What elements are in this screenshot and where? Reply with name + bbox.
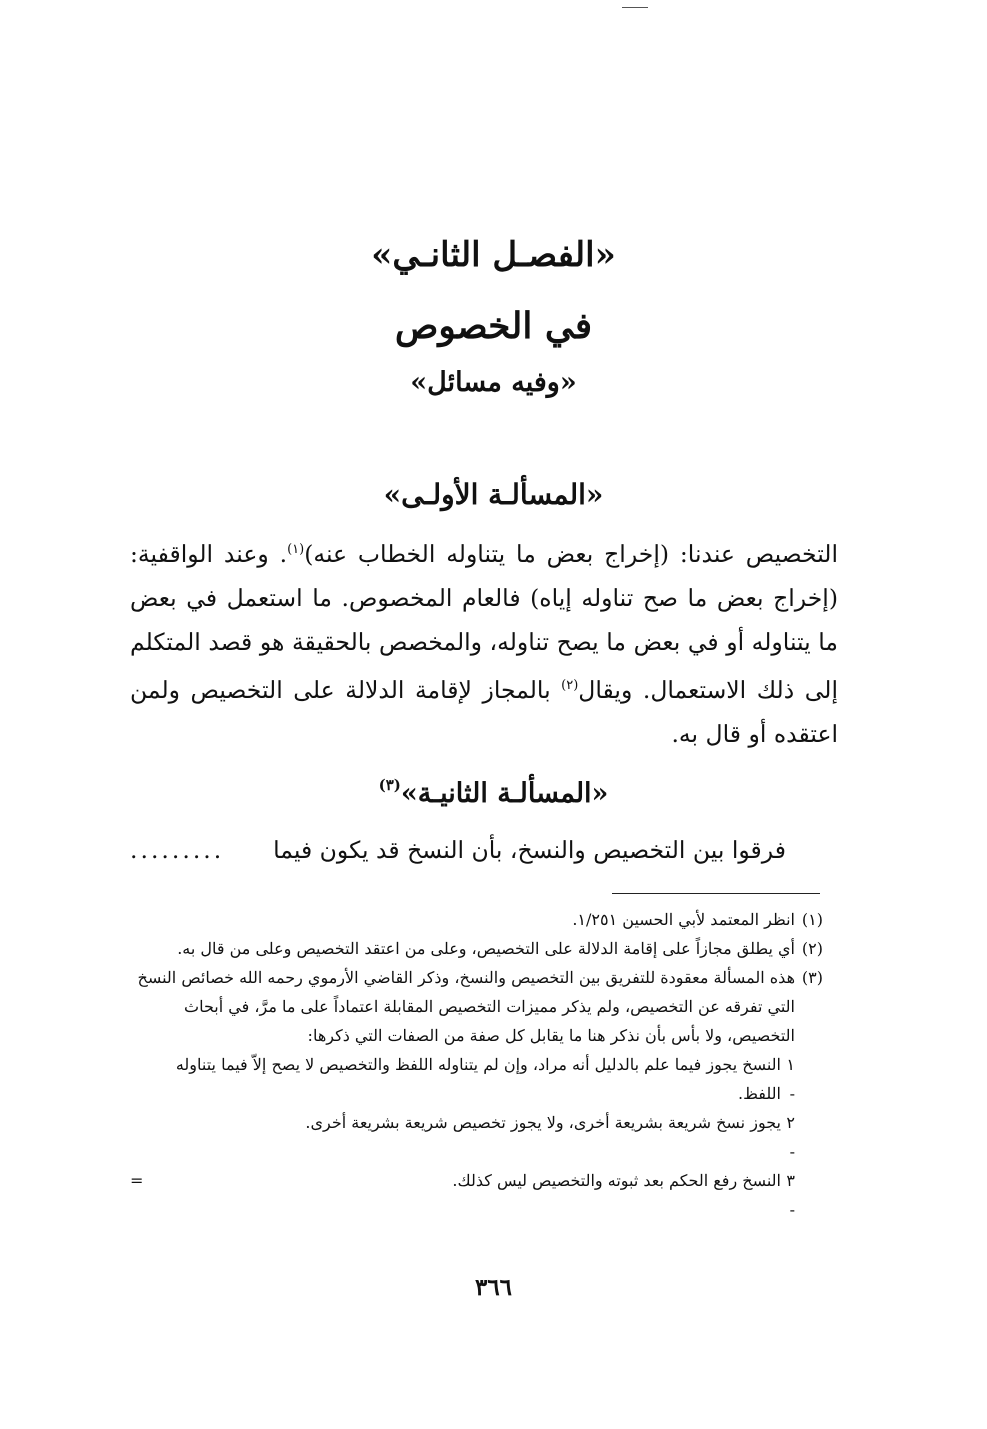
footnote-item-3-text: النسخ رفع الحكم بعد ثبوته والتخصيص ليس كذلك. xyxy=(452,1171,781,1190)
footnote-item-2-text: يجوز نسخ شريعة بشريعة أخرى، ولا يجوز تخصيص شريعة بشريعة أخرى. xyxy=(305,1113,781,1132)
footnote-rule xyxy=(612,893,820,894)
footnote-item-3-row xyxy=(130,1166,781,1195)
section2-text: فرقوا بين التخصيص والنسخ، بأن النسخ قد يكون فيما xyxy=(273,836,786,864)
scan-mark xyxy=(622,7,648,8)
para-text-3: بالمجاز لإقامة الدلالة على التخصيص ولمن اعتقده أو قال به. xyxy=(130,675,838,748)
page-number: ٣٦٦ xyxy=(474,1274,513,1301)
footnote-3-num: (٣) xyxy=(801,968,823,987)
footnote-1-text: انظر المعتمد لأبي الحسين ١/٢٥١. xyxy=(572,910,795,929)
footnote-ref-1: (١) xyxy=(287,542,305,557)
footnote-item-2 xyxy=(130,1108,823,1166)
chapter-title: «الفصـل الثانـي» xyxy=(371,235,616,275)
chapter-note: «وفيه مسائل» xyxy=(410,367,577,398)
para-text-1: التخصيص عندنا: (إخراج بعض ما يتناوله الخطاب عنه) xyxy=(304,539,839,568)
footnote-1-num: (١) xyxy=(801,910,823,929)
footnote-item-3 xyxy=(130,1166,823,1224)
section1-paragraph xyxy=(130,528,838,756)
section2-heading xyxy=(0,778,987,809)
continued-mark: = xyxy=(130,1171,144,1190)
chapter-subtitle: في الخصوص xyxy=(394,305,593,347)
footnote-ref-3: (٣) xyxy=(378,776,401,794)
footnote-item-1-text: النسخ يجوز فيما علم بالدليل أنه مراد، وإن لم يتناوله اللفظ والتخصيص لا يصح إلاّ فيما يتناوله اللفظ. xyxy=(175,1055,781,1103)
footnote-2 xyxy=(130,934,823,963)
footnote-2-text: أي يطلق مجازاً على إقامة الدلالة على التخصيص، وعلى من اعتقد التخصيص وعلى من قال به. xyxy=(177,939,795,958)
footnote-item-2-num: ٢ - xyxy=(786,1113,795,1161)
footnote-1 xyxy=(130,905,823,934)
footnotes xyxy=(130,905,823,1224)
footnote-item-1 xyxy=(130,1050,823,1108)
section2-heading-text: «المسألـة الثانيـة» xyxy=(400,778,609,809)
footnote-2-num: (٢) xyxy=(801,939,823,958)
footnote-3 xyxy=(130,963,823,1050)
section1-heading: «المسألـة الأولـى» xyxy=(383,478,604,511)
footnote-item-3-num: ٣ - xyxy=(786,1171,795,1219)
continuation-dots: ......... xyxy=(130,836,225,864)
para-text-2: . وعند الواقفية: (إخراج بعض ما صح تناوله إياه) فالعام المخصوص. ما استعمل في بعض ما يتناوله أو في بعض ما يصح تناوله، والمخصص بالحقيقة هو قصد المتكلم إلى ذلك الاستعمال. ويقال xyxy=(130,539,838,704)
footnote-ref-2: (٢) xyxy=(561,677,579,693)
footnote-item-1-num: ١ - xyxy=(786,1055,795,1103)
footnote-3-text: هذه المسألة معقودة للتفريق بين التخصيص والنسخ، وذكر القاضي الأرموي رحمه الله خصائص النسخ التي تفرقه عن التخصيص، ولم يذكر مميزات التخصيص المقابلة اعتماداً على ما مرَّ، في أبحاث التخصيص، ولا بأس بأن نذكر هنا ما يقابل كل صفة من الصفات التي ذكرها: xyxy=(137,968,795,1045)
section2-line xyxy=(130,828,838,872)
